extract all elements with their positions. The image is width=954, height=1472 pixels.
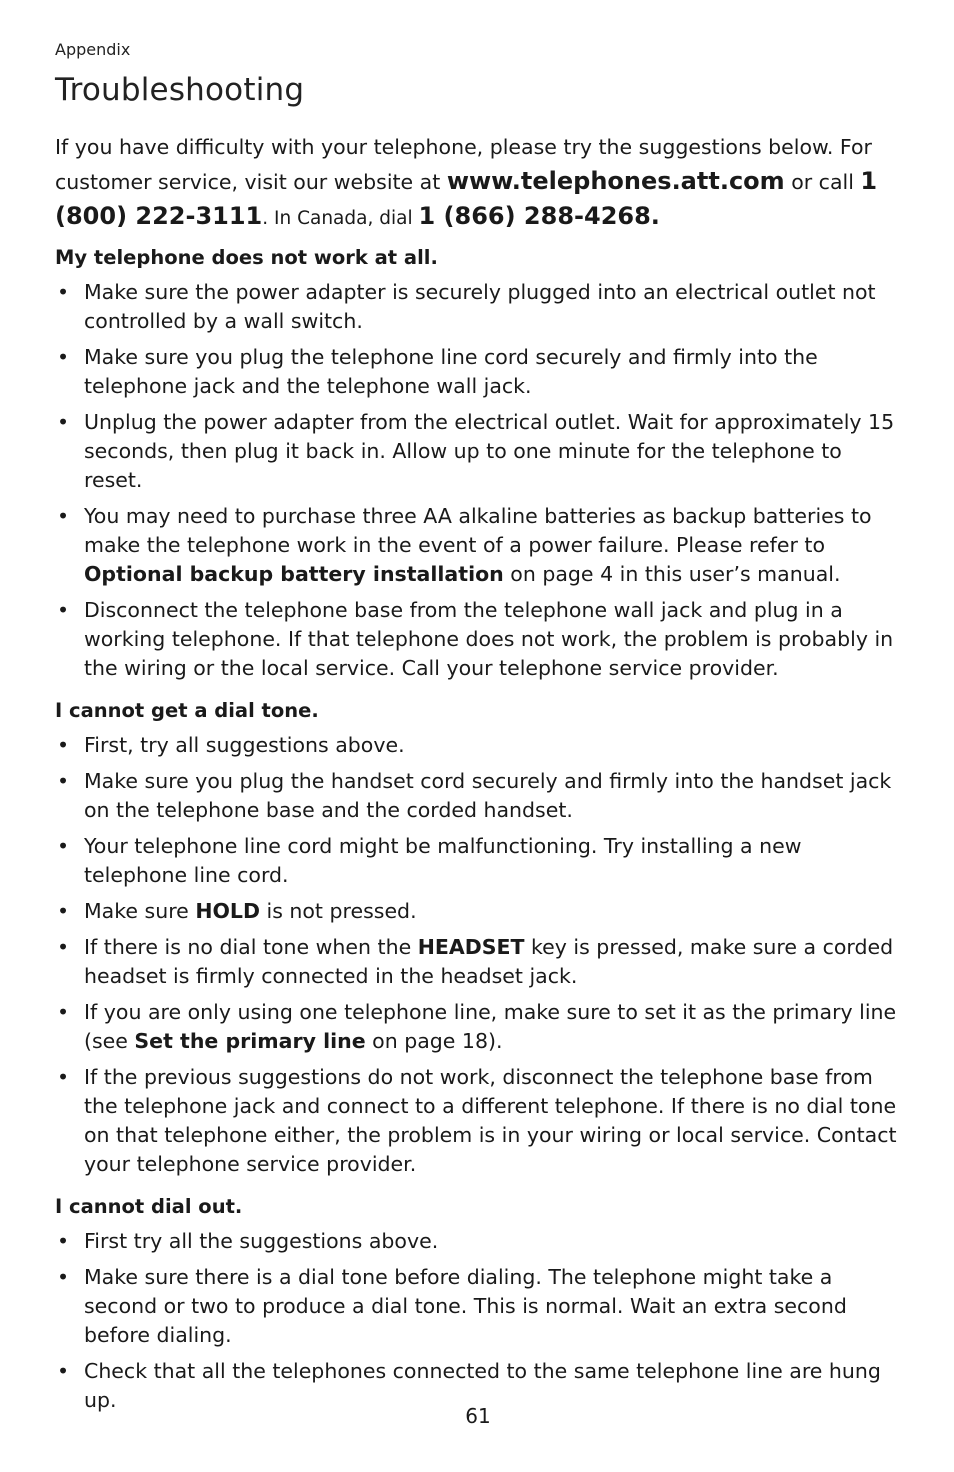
list-item [55,1263,901,1350]
list-item [55,933,901,991]
bullet-icon: • [57,410,70,434]
section-heading: I cannot dial out. [55,1195,243,1218]
bullet-icon: • [57,935,70,959]
bullet-icon: • [57,834,70,858]
item-text: If the previous suggestions do not work, disconnect the telephone base from the telephone jack and connect to a different telephone. If there is no dial tone on that telephone either, the problem is in your wiring or local service. Contact your telephone service provider. [84,1065,897,1176]
item-text: Unplug the power adapter from the electrical outlet. Wait for approximately 15 seconds, then plug it back in. Allow up to one minute for the telephone to reset. [84,410,895,492]
bold-reference: Optional backup battery installation [84,562,504,586]
tips-list [55,278,901,683]
bullet-icon: • [57,598,70,622]
bullet-icon: • [57,1359,70,1383]
item-text: First, try all suggestions above. [84,733,405,757]
phone-us: 1 (800) 222-3111 [55,167,878,230]
item-text: key is pressed, make sure a corded headset is firmly connected in the headset jack. [84,935,894,988]
bold-reference: Set the primary line [134,1029,366,1053]
bold-reference: HEADSET [417,935,525,959]
list-item [55,1063,901,1179]
bullet-icon: • [57,733,70,757]
section-heading: I cannot get a dial tone. [55,699,319,722]
intro-text: or call [784,170,861,194]
list-item [55,832,901,890]
item-text: Make sure [84,899,196,923]
item-text: Make sure you plug the telephone line cord securely and firmly into the telephone jack and the telephone wall jack. [84,345,818,398]
bullet-icon: • [57,769,70,793]
bullet-icon: • [57,899,70,923]
list-item [55,596,901,683]
intro-text: . In Canada, dial [262,208,419,229]
phone-canada: 1 (866) 288-4268. [418,202,660,230]
item-text: Disconnect the telephone base from the telephone wall jack and plug in a working telephone. If that telephone does not work, the problem is probably in the wiring or the local service. Call your telephone service provider. [84,598,894,680]
item-text: If you are only using one telephone line, make sure to set it as the primary line (see [84,1000,897,1053]
intro-text: If you have difficulty with your telephone, please try the suggestions below. For customer service, visit our website at [55,135,872,194]
tips-list [55,1227,901,1415]
bullet-icon: • [57,1000,70,1024]
item-text: Make sure the power adapter is securely plugged into an electrical outlet not controlled by a wall switch. [84,280,876,333]
list-item [55,278,901,336]
bold-reference: HOLD [195,899,260,923]
item-text: Check that all the telephones connected to the same telephone line are hung up. [84,1359,881,1412]
item-text: is not pressed. [259,899,417,923]
bullet-icon: • [57,1229,70,1253]
list-item [55,767,901,825]
item-text: If there is no dial tone when the [84,935,418,959]
bullet-icon: • [57,1265,70,1289]
item-text: Your telephone line cord might be malfunctioning. Try installing a new telephone line cord. [84,834,802,887]
bullet-icon: • [57,504,70,528]
item-text: on page 18). [365,1029,503,1053]
page-number: 61 [465,1404,491,1428]
bullet-icon: • [57,1065,70,1089]
section-heading: My telephone does not work at all. [55,246,438,269]
intro-paragraph [55,130,901,236]
item-text: First try all the suggestions above. [84,1229,439,1253]
troubleshooting-sections [55,244,901,1429]
list-item [55,343,901,401]
section-label: Appendix [55,40,131,59]
item-text: You may need to purchase three AA alkaline batteries as backup batteries to make the telephone work in the event of a power failure. Please refer to [84,504,872,557]
list-item [55,1227,901,1256]
bullet-icon: • [57,280,70,304]
tips-list [55,731,901,1179]
item-text: Make sure you plug the handset cord securely and firmly into the handset jack on the telephone base and the corded handset. [84,769,892,822]
list-item [55,502,901,589]
list-item [55,408,901,495]
item-text: on page 4 in this user’s manual. [503,562,841,586]
list-item [55,897,901,926]
website-link[interactable]: www.telephones.att.com [446,167,785,195]
page-title: Troubleshooting [55,72,305,108]
bullet-icon: • [57,345,70,369]
list-item [55,731,901,760]
item-text: Make sure there is a dial tone before dialing. The telephone might take a second or two to produce a dial tone. This is normal. Wait an extra second before dialing. [84,1265,847,1347]
list-item [55,998,901,1056]
